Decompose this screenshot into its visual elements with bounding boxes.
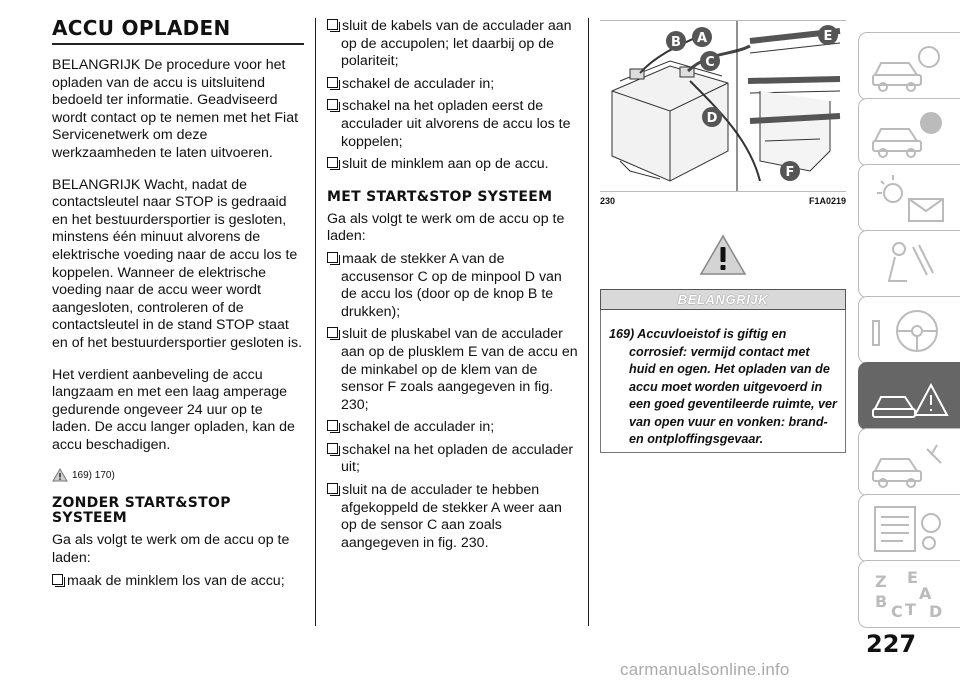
list-item: sluit de pluskabel van de acculader aan op de plusklem E van de accu en de minkabel op de klem van de sensor F zoals aangegeven in fig. 230; — [327, 326, 579, 414]
column-right — [600, 0, 846, 453]
tab-in-emergency[interactable] — [858, 362, 960, 430]
warning-symbol-wrap — [600, 234, 846, 281]
checkbox-bullet-icon — [327, 327, 338, 338]
label-c: C — [705, 55, 715, 70]
paragraph-important-1: BELANGRIJK De procedure voor het opladen van de accu is uitsluitend bedoeld ter informatie. Geadviseerd wordt contact op te nemen met het Fiat Servicenetwerk om deze werkzaamheden te laten uitvoeren. — [52, 57, 299, 161]
car-service-icon — [867, 435, 951, 491]
bullet-list-3 — [327, 251, 579, 553]
airbag-seat-icon — [867, 237, 951, 293]
label-a: A — [696, 31, 708, 46]
svg-text:B: B — [875, 592, 888, 611]
list-item: sluit de kabels van de acculader aan op de accupolen; let daarbij op de polariteit; — [327, 18, 579, 71]
page-title: ACCU OPLADEN — [52, 16, 304, 45]
label-d: D — [706, 111, 718, 126]
steering-wheel-icon — [867, 303, 951, 359]
paragraph-important-2: BELANGRIJK Wacht, nadat de contactsleutel naar STOP is gedraaid en het bestuurdersportier is gesloten, minstens één minuut alvorens de elektrische voeding naar de accu los te koppelen. Wanneer de elektrische voeding naar de accu weer wordt aangesloten, controleren of de contactsleutel in de stand STOP staat en of het bestuurdersportier gesloten is. — [52, 176, 303, 351]
battery-figure — [600, 20, 846, 192]
tab-technical-data[interactable] — [858, 494, 960, 562]
page-number: 227 — [866, 630, 917, 658]
checkbox-bullet-icon — [327, 420, 338, 431]
bullet-list-2 — [327, 18, 579, 174]
checkbox-bullet-icon — [52, 574, 63, 585]
list-item: sluit de minklem aan op de accu. — [327, 156, 579, 174]
tab-index[interactable] — [858, 560, 960, 628]
checkbox-bullet-icon — [327, 77, 338, 88]
svg-text:E: E — [907, 568, 918, 587]
list-item: schakel na het opladen de acculader uit; — [327, 442, 579, 477]
tab-lights-messages[interactable] — [858, 164, 960, 232]
bullet-list-1 — [52, 573, 304, 591]
checkbox-bullet-icon — [327, 157, 338, 168]
checkbox-bullet-icon — [327, 483, 338, 494]
column-middle — [327, 18, 579, 557]
svg-text:Z: Z — [875, 572, 887, 591]
label-b: B — [671, 35, 681, 50]
list-item: schakel na het opladen eerst de acculader uit alvorens de accu los te koppelen; — [327, 98, 579, 151]
lights-mail-icon — [867, 171, 951, 227]
section-heading-without-startstop: ZONDER START&STOP SYSTEEM — [52, 495, 231, 527]
column-divider — [315, 18, 316, 626]
figure-caption — [600, 196, 846, 206]
watermark: carmanualsonline.info — [620, 660, 790, 679]
tab-get-to-know-car[interactable] — [858, 32, 960, 100]
svg-text:T: T — [905, 600, 916, 619]
breakdown-icon — [867, 369, 951, 425]
car-info-icon — [867, 39, 951, 95]
warning-triangle-icon — [699, 234, 747, 276]
label-e: E — [823, 29, 833, 44]
svg-text:C: C — [891, 602, 903, 621]
checkbox-bullet-icon — [327, 19, 338, 30]
battery-drawing — [612, 31, 760, 181]
list-item: maak de minklem los van de accu; — [52, 573, 304, 591]
tab-servicing-care[interactable] — [858, 428, 960, 496]
svg-text:A: A — [919, 584, 932, 603]
paragraph-procedure-intro-2: Ga als volgt te werk om de accu op te laden: — [327, 210, 565, 245]
car-i-icon — [867, 105, 951, 161]
checkbox-bullet-icon — [327, 99, 338, 110]
checkbox-bullet-icon — [327, 443, 338, 454]
label-f: F — [785, 165, 795, 180]
battery-illustration — [600, 21, 846, 191]
list-item: schakel de acculader in; — [327, 76, 579, 94]
list-item: sluit na de acculader te hebben afgekoppeld de stekker A weer aan op de sensor C aan zoals aangegeven in fig. 230. — [327, 482, 579, 552]
list-item: schakel de acculader in; — [327, 419, 579, 437]
column-left — [52, 0, 304, 595]
svg-text:D: D — [929, 602, 943, 621]
warning-triangle-icon — [52, 468, 68, 482]
figure-code: F1A0219 — [808, 196, 846, 206]
warning-title: BELANGRIJK — [600, 289, 846, 310]
warning-references — [52, 468, 304, 482]
paragraph-procedure-intro-1: Ga als volgt te werk om de accu op te laden: — [52, 532, 290, 567]
section-heading-with-startstop: MET START&STOP SYSTEEM — [327, 188, 553, 205]
paragraph-advice: Het verdient aanbeveling de accu langzaam en met een laag amperage gedurende ongeveer 24 uur op te laden. De accu langer opladen, kan de accu beschadigen. — [52, 366, 295, 453]
warning-text: 169) Accuvloeistof is giftig en corrosief: vermijd contact met huid en ogen. Het opladen van de accu moet worden uitgevoerd in een goed geventileerde ruimte, ver van open vuur en vonken: brand- en ontploffingsgevaar. — [609, 327, 837, 446]
tab-dashboard[interactable] — [858, 98, 960, 166]
checkbox-bullet-icon — [327, 252, 338, 263]
warning-box — [600, 310, 846, 453]
column-divider — [588, 18, 589, 626]
list-item: maak de stekker A van de accusensor C op de minpool D van de accu los (door op de knop B te drukken); — [327, 251, 579, 321]
tab-safety[interactable] — [858, 230, 960, 298]
list-settings-icon — [867, 501, 951, 557]
index-letters-icon — [867, 567, 951, 623]
terminal-detail-drawing — [748, 31, 840, 171]
warning-reference-numbers: 169) 170) — [72, 469, 115, 481]
tab-starting-driving[interactable] — [858, 296, 960, 364]
figure-number: 230 — [600, 196, 616, 206]
